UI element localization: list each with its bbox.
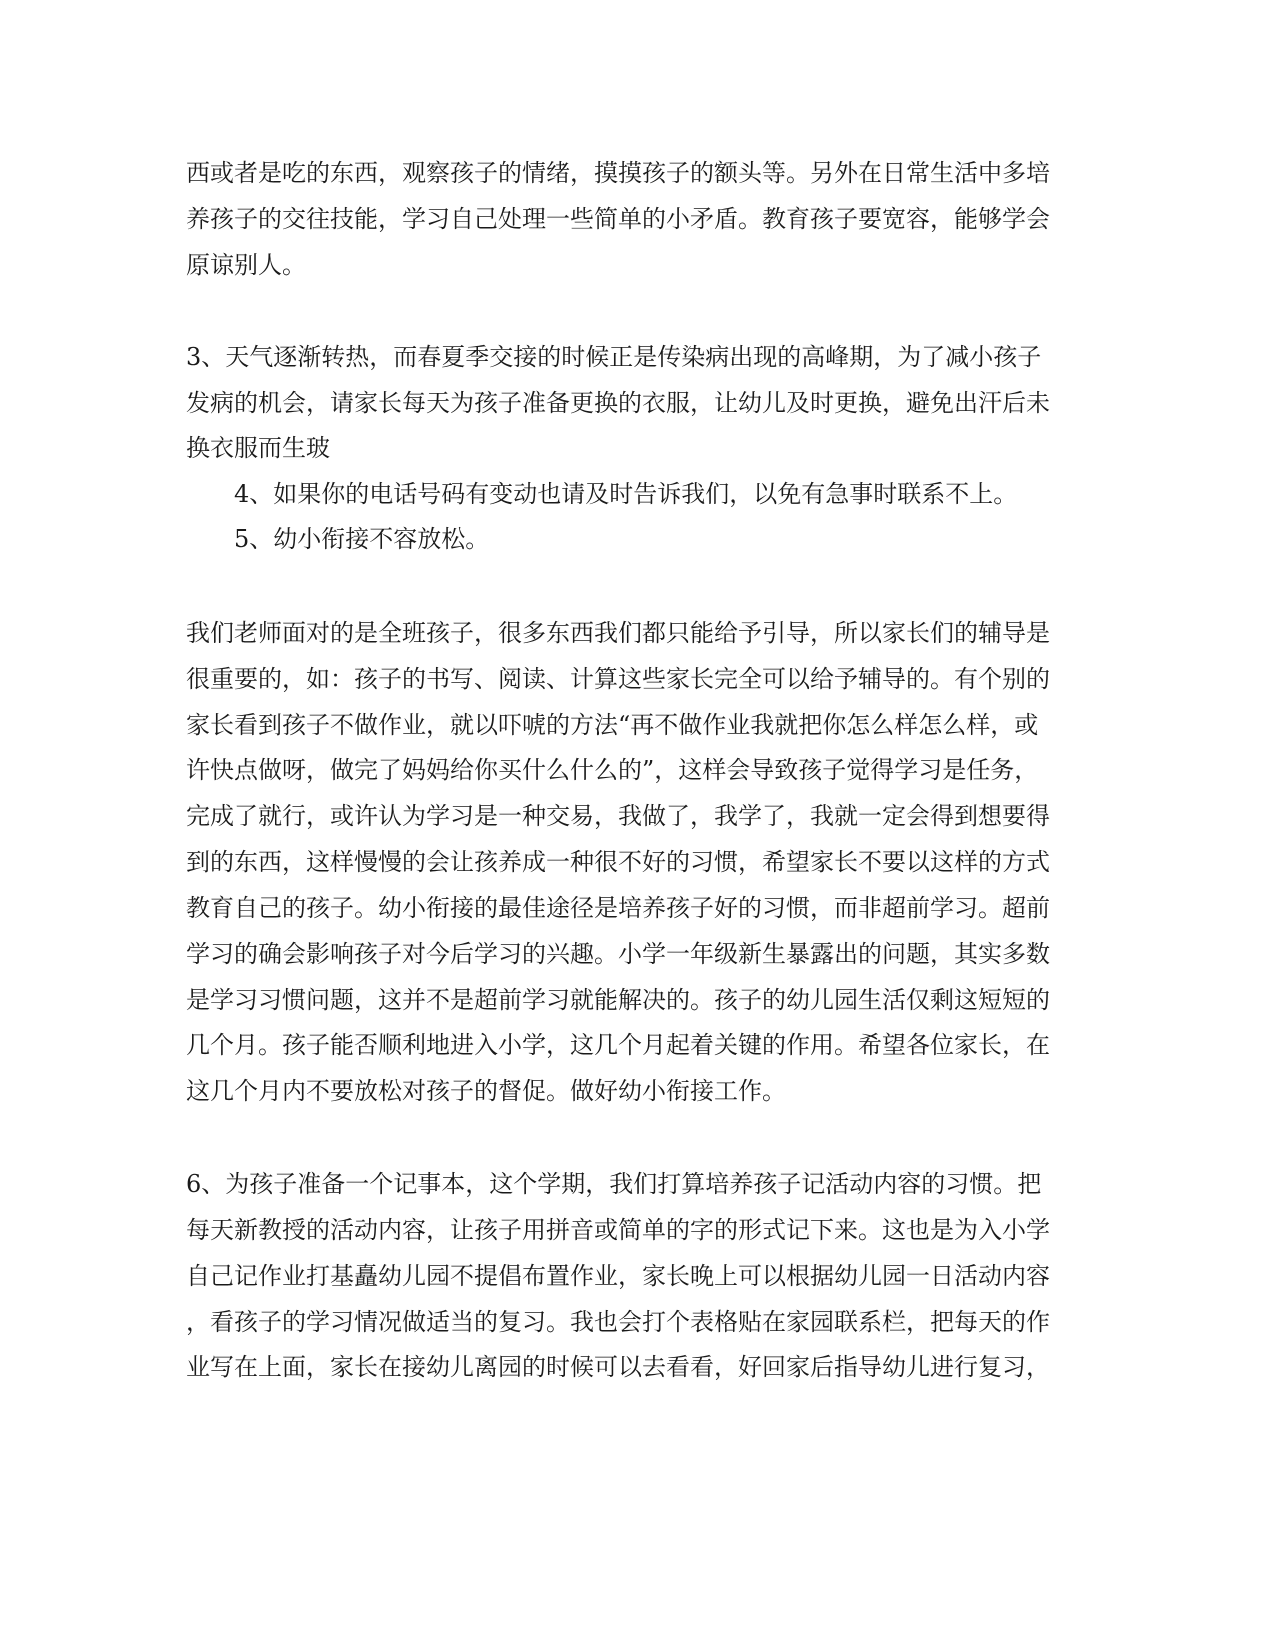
text-line: 业写在上面，家长在接幼儿离园的时候可以去看看，好回家后指导幼儿进行复习，: [186, 1353, 1050, 1381]
text-line: 6、为孩子准备一个记事本，这个学期，我们打算培养孩子记活动内容的习惯。把: [186, 1170, 1042, 1198]
text-line: 3、天气逐渐转热，而春夏季交接的时候正是传染病出现的高峰期，为了减小孩子: [186, 343, 1042, 371]
text-line: 原谅别人。: [186, 251, 306, 279]
text-line: 学习的确会影响孩子对今后学习的兴趣。小学一年级新生暴露出的问题，其实多数: [186, 940, 1050, 968]
text-line: 完成了就行，或许认为学习是一种交易，我做了，我学了，我就一定会得到想要得: [186, 802, 1050, 830]
text-line: 换衣服而生玻: [186, 434, 330, 462]
text-line: 5、幼小衔接不容放松。: [234, 525, 490, 553]
text-line: 是学习习惯问题，这并不是超前学习就能解决的。孩子的幼儿园生活仅剩这短短的: [186, 986, 1050, 1014]
text-line: 家长看到孩子不做作业，就以吓唬的方法“再不做作业我就把你怎么样怎么样，或: [186, 711, 1039, 739]
text-line: 到的东西，这样慢慢的会让孩养成一种很不好的习惯，希望家长不要以这样的方式: [186, 848, 1050, 876]
text-line: ，看孩子的学习情况做适当的复习。我也会打个表格贴在家园联系栏，把每天的作: [186, 1308, 1050, 1336]
text-line: 很重要的，如：孩子的书写、阅读、计算这些家长完全可以给予辅导的。有个别的: [186, 665, 1050, 693]
text-line: 发病的机会，请家长每天为孩子准备更换的衣服，让幼儿及时更换，避免出汗后未: [186, 389, 1050, 417]
text-line: 4、如果你的电话号码有变动也请及时告诉我们，以免有急事时联系不上。: [234, 480, 1018, 508]
text-line: 养孩子的交往技能，学习自己处理一些简单的小矛盾。教育孩子要宽容，能够学会: [186, 205, 1050, 233]
text-line: 自己记作业打基矗幼儿园不提倡布置作业，家长晚上可以根据幼儿园一日活动内容: [186, 1262, 1050, 1290]
text-line: 我们老师面对的是全班孩子，很多东西我们都只能给予引导，所以家长们的辅导是: [186, 619, 1050, 647]
text-line: 许快点做呀，做完了妈妈给你买什么什么的”，这样会导致孩子觉得学习是任务，: [186, 756, 1039, 784]
text-line: 西或者是吃的东西，观察孩子的情绪，摸摸孩子的额头等。另外在日常生活中多培: [186, 159, 1050, 187]
text-line: 几个月。孩子能否顺利地进入小学，这几个月起着关键的作用。希望各位家长，在: [186, 1031, 1050, 1059]
text-line: 教育自己的孩子。幼小衔接的最佳途径是培养孩子好的习惯，而非超前学习。超前: [186, 894, 1050, 922]
text-line: 这几个月内不要放松对孩子的督促。做好幼小衔接工作。: [186, 1077, 786, 1105]
text-line: 每天新教授的活动内容，让孩子用拼音或简单的字的形式记下来。这也是为入小学: [186, 1216, 1050, 1244]
